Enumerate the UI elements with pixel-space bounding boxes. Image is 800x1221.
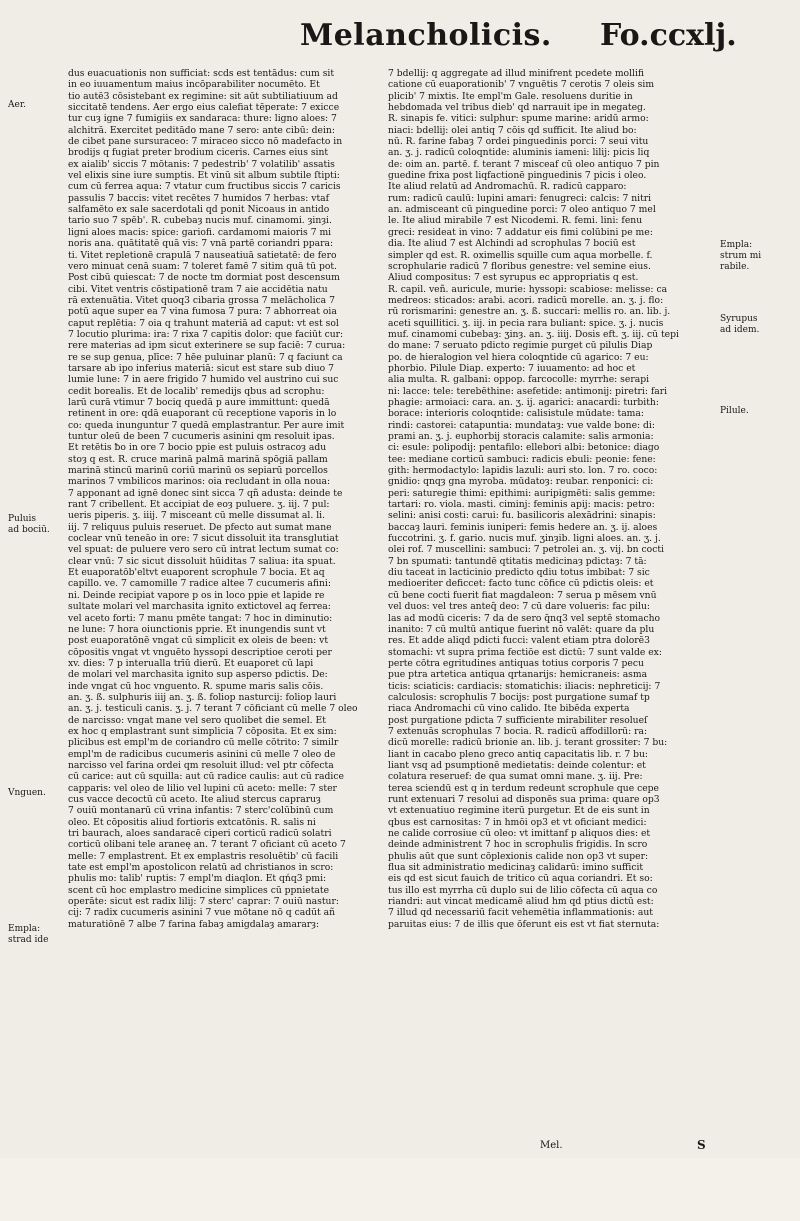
text-line: rindi: castorei: catapuntia: mundataȝ: vue valde bone: di: bbox=[388, 419, 655, 431]
text-line: iij. 7 reliquus puluis reseruet. De pfecto aut sumat mane bbox=[68, 521, 332, 533]
text-line: nū. R. farine fabaȝ 7 ordei pinguedinis porci: 7 seui vitu bbox=[388, 136, 649, 148]
text-line: an. admisceant cū pinguedine porci: 7 oleo antiquo 7 mel bbox=[388, 204, 656, 216]
text-line: medreos: sticados: arabi. acori. radicū morelle. an. ʒ. j. flo: bbox=[388, 294, 664, 306]
text-line: maturatiōnē 7 albe 7 farina fabaȝ amigdalaȝ amararȝ: bbox=[68, 918, 320, 930]
text-line: selini: anisi costi: carui: fu. basilicoris alexādrini: sinapis: bbox=[388, 510, 656, 522]
text-line: passulis 7 baccis: vitet recētes 7 humidos 7 herbas: vtaf bbox=[68, 192, 330, 204]
running-title: Melancholicis. bbox=[300, 18, 552, 53]
text-line: an. ʒ. j. radicū coloqntide: aluminis iameni: lilij: picis liq bbox=[388, 147, 650, 159]
text-line: larū curā vtimur 7 bociq quedā p aure immittunt: quedā bbox=[68, 396, 330, 408]
text-line: rere materias ad ipm sicut exterinere se sup faciē: 7 curua: bbox=[68, 340, 346, 352]
text-line: cij: 7 radix cucumeris asinini 7 vue mōtane nō q cadūt añ bbox=[68, 907, 336, 919]
text-line: prami an. ʒ. j. euphorbij storacis calamite: salis armonia: bbox=[388, 431, 654, 442]
text-line: capparis: vel oleo de lilio vel lupini cū aceto: melle: 7 ster bbox=[68, 782, 337, 794]
margin-note-line: strad ide bbox=[8, 935, 49, 945]
text-line: 7 illud qd necessariū facit vehemētia inflammationis: aut bbox=[388, 907, 653, 919]
margin-note-empla-left bbox=[8, 924, 68, 946]
text-line: rū rorismarini: genestre an. ʒ. ß. succari: mellis ro. an. lib. j. bbox=[388, 306, 671, 318]
text-line: dia. Ite aliud 7 est Alchindi ad scrophulas 7 bociū est bbox=[388, 238, 636, 250]
text-line: tur cuȝ igne 7 fumigiis ex sandaraca: thure: ligno aloes: 7 bbox=[68, 113, 337, 125]
text-line: cōpositis vngat vt vnguēto hyssopi descriptioe ceroti per bbox=[68, 646, 332, 658]
margin-note-line: Puluis bbox=[8, 514, 37, 524]
text-line: le. Ite aliud mirabile 7 est Nicodemi. R. femi. lini: fenu bbox=[388, 215, 643, 227]
text-line: melle: 7 emplastrent. Et ex emplastris resoluētib' cū facili bbox=[68, 850, 339, 862]
text-line: aceti squillitici. ʒ. iij. in pecia rara buliant: spice. ʒ. j. nucis bbox=[388, 317, 664, 329]
catchword: Mel. bbox=[540, 1140, 563, 1151]
text-line: inde vngat cū hoc vnguento. R. spume maris salis cōis. bbox=[68, 680, 324, 692]
text-line: de cibet pane sursuraceo: 7 miraceo sicco nō madefacto in bbox=[68, 136, 343, 148]
text-line: Et euaporatōb'eltvt euaporent scrophule 7 bocia. Et aq bbox=[68, 567, 325, 579]
text-line: Ite aliud relatū ad Andromachū. R. radicū capparo: bbox=[388, 181, 627, 193]
text-line: salfamēto ex sale sacerdotali qd ponit Nicoaus in antido bbox=[68, 204, 330, 216]
text-line: ligni aloes macis: spice: gariofi. cardamomi maioris 7 mi bbox=[68, 226, 332, 238]
text-line: sultate molari vel marchasita ignito extictovel aq ferrea: bbox=[68, 601, 331, 613]
text-line: operāte: sicut est radix lilij: 7 sterc' caprar: 7 ouiū nastur: bbox=[68, 896, 339, 908]
text-line: simpler qd est. R. oximellis squille cum aqua morbelle. f. bbox=[388, 249, 653, 261]
text-line: de molari vel marchasita ignito sup asperso pdictis. De: bbox=[68, 669, 328, 681]
text-line: phagie: armoiaci: cara. an. ʒ. ij. agarici: anacardi: turbith: bbox=[388, 396, 659, 408]
text-line: tate est empl'm apostolicon relatū ad christianos in scro: bbox=[68, 862, 334, 874]
text-line: alia multa. R. galbani: oppop. farcocolle: myrrhe: serapi bbox=[388, 374, 650, 386]
margin-note-line: strum mi bbox=[720, 251, 762, 261]
text-line: rant 7 cribellent. Et accipiat de eoȝ puluere. ʒ. iij. 7 pul: bbox=[68, 499, 330, 511]
text-line: in eo iuuamentum maius incōparabiliter nocumēto. Et bbox=[68, 79, 320, 91]
margin-note-syrupus bbox=[720, 314, 792, 336]
text-line: potū aque super ea 7 vina fumosa 7 pura: 7 abhorreat oia bbox=[68, 306, 337, 318]
text-line: empl'm de radicibus cucumeris asinini cū melle 7 oleo de bbox=[68, 748, 336, 760]
text-line: 7 ouiū montanarū cū vrina infantis: 7 sterc'colūbinū cum bbox=[68, 805, 334, 817]
text-line: lumie lune: 7 in aere frigido 7 humido vel austrino cui suc bbox=[68, 374, 339, 386]
text-line: 7 bn spumati: tantundē qtitatis medicinaȝ pdictaȝ: 7 tā: bbox=[388, 555, 647, 567]
text-line: R. capil. veñ. auricule, murie: hyssopi: scabiose: melisse: ca bbox=[388, 283, 668, 295]
text-line: 7 bdellij: q aggregate ad illud minifrent pcedete mollifi bbox=[388, 68, 645, 79]
text-line: ticis: sciaticis: cardiacis: stomatichis: iliacis: nephreticij: 7 bbox=[388, 680, 661, 692]
right-text-column bbox=[388, 68, 716, 1153]
text-line: an. ʒ. ß. sulphuris iiij an. ʒ. ß. foliop nasturcij: foliop lauri bbox=[68, 691, 337, 703]
text-line: liant vsq ad psumptionē medietatis: deinde colentur: et bbox=[388, 759, 646, 771]
text-line: riandri: aut vincat medicamē aliud hm qd ptius dictū est: bbox=[388, 896, 654, 908]
text-line: ci: esule: polipodij: pentafilo: ellebori albi: betonice: diago bbox=[388, 442, 660, 454]
page-bottom-margin bbox=[0, 1158, 800, 1221]
text-line: scrophularie radicū 7 floribus genestre: vel semine eius. bbox=[388, 260, 651, 272]
text-line: tri baurach, aloes sandaracē ciperi corticū radicū solatri bbox=[68, 828, 332, 840]
text-line: tus illo est myrrha cū duplo sui de lilio cōfecta cū aqua co bbox=[388, 884, 658, 896]
text-line: ni. Deinde recipiat vapore p os in loco ppie et lapide re bbox=[68, 589, 325, 601]
text-line: paruitas eius: 7 de illis que ōferunt eis est vt fiat sternuta: bbox=[388, 918, 660, 930]
text-line: Aliud compositus: 7 est syrupus ec appropriatis q est. bbox=[388, 272, 639, 284]
margin-note-pilule: Pilule. bbox=[720, 406, 749, 416]
text-line: Post cibū quiescat: 7 de nocte tm dormiat post descensum bbox=[68, 272, 340, 284]
text-line: tio autē3 cōsistebant ex regimine: sit aūt subtiliatiuum ad bbox=[68, 90, 338, 102]
text-line: 7 apponant ad ignē donec sint sicca 7 qñ adusta: deinde te bbox=[68, 487, 343, 499]
text-line: retinent in ore: qdā euaporant cū receptione vaporis in lo bbox=[68, 408, 337, 420]
text-line: riaca Andromachi cū vino calido. Ite bibēda experta bbox=[388, 703, 630, 715]
margin-note-pulvis bbox=[8, 514, 68, 536]
text-line: brodijs q fugiat preter brodium ciceris. Carnes eius sint bbox=[68, 147, 329, 159]
text-line: diu taceat in lacticinio predicto qdiu totus imbibat: 7 sic bbox=[388, 567, 650, 579]
text-line: cum cū ferrea aqua: 7 vtatur cum fructibus siccis 7 caricis bbox=[68, 181, 341, 193]
text-line: coclear vnū teneāo in ore: 7 sicut dissoluit ita transglutiat bbox=[68, 533, 339, 545]
text-line: baccaȝ lauri. feminis iuniperi: femis hedere an. ʒ. ij. aloes bbox=[388, 521, 658, 533]
text-line: stomachi: vt supra prima fectiōe est dictū: 7 sunt valde ex: bbox=[388, 646, 662, 658]
text-line: narcisso vel farina ordei qm resoluit illud: vel ptr cōfecta bbox=[68, 759, 334, 771]
text-line: plicib' 7 mixtis. Ite empl'm Gale. resoluens duritie in bbox=[388, 90, 633, 102]
text-line: 7 extenuās scrophulas 7 bocia. R. radicū affodillorū: ra: bbox=[388, 725, 648, 737]
text-line: ex aialib' siccis 7 mōtanis: 7 pedestrib' 7 volatilib' assatis bbox=[68, 158, 335, 170]
text-line: cū carice: aut cū squilla: aut cū radice caulis: aut cū radice bbox=[68, 771, 344, 783]
text-line: siccitatē tendens. Aer ergo eius calefiat tēperate: 7 exicce bbox=[68, 102, 340, 114]
text-line: colatura reseruef: de qua sumat omni mane. ʒ. iij. Pre: bbox=[388, 771, 643, 783]
text-line: post purgatione pdicta 7 sufficiente mirabiliter resolueſ bbox=[388, 714, 648, 726]
text-line: do mane: 7 seruato pdicto regimie purget cū pilulis Diap bbox=[388, 340, 653, 352]
text-line: peri: saturegie thimi: epithimi: auripigmēti: salis gemme: bbox=[388, 487, 656, 499]
text-line: vt extenuatiuo regimine iterū purgetur. Et de eis sunt in bbox=[388, 805, 650, 817]
text-line: marinā stincū marinū coriū marinū os sepiarū porcellos bbox=[68, 465, 328, 477]
text-line: las ad modū ciceris: 7 da de sero q̄nq3 vel septē stomacho bbox=[388, 612, 661, 624]
text-line: phulis aūt que sunt cōplexionis calide non op3 vt super: bbox=[388, 850, 649, 862]
text-line: stoȝ q est. R. cruce marinā palmā marinā spōgiā pallam bbox=[68, 453, 328, 465]
text-line: liant in cacabo pleno greco antiq capacitatis lib. r. 7 bu: bbox=[388, 748, 648, 760]
text-line: vel elixis sine iure sumptis. Et vinū sit album subtile ſtipti: bbox=[68, 170, 340, 182]
text-line: alchitrā. Exercitet peditādo mane 7 sero: ante cibū: dein: bbox=[68, 124, 335, 136]
text-line: calculosis: scrophulis 7 bocijs: post purgatione sumaf tp bbox=[388, 691, 650, 703]
text-line: ni: lacce: tele: terebēthine: asefetide: antimonij: piretri: fari bbox=[388, 385, 668, 397]
text-line: niaci: bdellij: olei antiq 7 cōis qd sufficit. Ite aliud bo: bbox=[388, 124, 637, 136]
text-line: catione cū euaporationib' 7 vnguētis 7 cerotis 7 oleis sim bbox=[388, 79, 655, 91]
text-line: dicū morelle: radicū brionie an. lib. j. terant grossiter: 7 bu: bbox=[388, 737, 668, 749]
text-line: post euaporatōnē vngat cū simplicit ex oleis de been: vt bbox=[68, 635, 329, 647]
left-text-column bbox=[68, 68, 386, 1153]
text-line: ti. Vitet repletionē crapulā 7 nauseatiuā satietatē: de fero bbox=[68, 249, 337, 261]
text-line: tartari: ro. viola. masti. ciminj: feminis apij: macis: petro: bbox=[388, 499, 655, 511]
folio-number: Fo.ccxlj. bbox=[600, 18, 737, 53]
text-line: guedine frixa post liqfactionē pinguedinis 7 picis i oleo. bbox=[388, 170, 647, 182]
text-line: clear vnū: 7 sic sicut dissoluit hūiditas 7 saliua: ita spuat. bbox=[68, 555, 336, 567]
text-line: res. Et adde aliqd pdicti fucci: valent etiam ptra dolorē3 bbox=[388, 635, 650, 647]
text-line: scent cū hoc emplastro medicine simplices cū ppnietate bbox=[68, 884, 330, 896]
text-line: cedit borealis. Et de localib' remedijs qbus ad scrophu: bbox=[68, 385, 325, 397]
text-line: corticū olibani tele araneę an. 7 terant 7 oficiant cū aceto 7 bbox=[68, 839, 346, 851]
text-line: xv. dies: 7 p interualla trīū dierū. Et euaporet cū lapi bbox=[68, 657, 314, 669]
margin-note-line: rabile. bbox=[720, 262, 750, 272]
text-line: tario suo 7 spēb'. R. cubebaȝ nucis muf. cinamomi. ȝinȝi. bbox=[68, 215, 332, 227]
text-line: terea sciendū est q in terdum redeunt scrophule que cepe bbox=[388, 782, 659, 794]
text-line: eis qd est sicut fauich de tritico cū aqua coriandri. Et so: bbox=[388, 873, 653, 885]
text-line: inanito: 7 cū multū antique fuerint nō valēt: quare da plu bbox=[388, 623, 655, 635]
text-line: vel duos: vel tres anteq̄ deo: 7 cū dare volueris: fac pilu: bbox=[388, 601, 651, 613]
text-line: vero minuat cenā suam: 7 toleret famē 7 sitim quā tū pot. bbox=[68, 260, 337, 272]
margin-note-line: Empla: bbox=[8, 924, 41, 934]
text-line: olei rof. 7 muscellini: sambuci: 7 petrolei an. ʒ. vij. bn cocti bbox=[388, 544, 664, 556]
text-line: runt extenuari 7 resolui ad disponēs sua prima: quare op3 bbox=[388, 794, 660, 805]
text-line: ueris piperis. ʒ. iiij. 7 misceant cū melle dissumat al. li. bbox=[68, 510, 325, 522]
margin-note-empla-right bbox=[720, 240, 792, 273]
text-line: flua sit administratio medicinaȝ calidarū: imino sufficit bbox=[388, 862, 644, 874]
text-line: ne calide corrosiue cū oleo: vt imittanf p aliquos dies: et bbox=[388, 828, 651, 840]
text-line: vel spuat: de puluere vero sero cū intrat lectum sumat co: bbox=[68, 544, 339, 556]
text-line: ex hoc q emplastrant sunt simplicia 7 cōposita. Et ex sim: bbox=[68, 725, 337, 737]
text-line: re se sup genua, plīce: 7 hēe puluinar planū: 7 q faciunt ca bbox=[68, 351, 343, 363]
text-line: plicibus est empl'm de coriandro cū melle cōtrito: 7 similr bbox=[68, 737, 339, 749]
text-line: R. sinapis fe. vitici: sulphur: spume marine: aridū armo: bbox=[388, 113, 649, 125]
text-line: Et retētis ƀo in ore 7 bocio ppie est puluis ostracoȝ adu bbox=[68, 442, 327, 454]
text-line: greci: resideat in vino: 7 addatur eis fimi colūbini pe me: bbox=[388, 226, 653, 238]
text-line: oleo. Et cōpositis aliud fortioris extcatōnis. R. salis ni bbox=[68, 816, 316, 828]
text-line: co: queda inunguntur 7 quedā emplastrantur. Per aure imit bbox=[68, 419, 345, 431]
text-line: borace: interioris coloqntide: calisistule mūdate: tama: bbox=[388, 408, 644, 420]
text-line: cibi. Vitet ventris cōstipationē tram 7 aie accidētia natu bbox=[68, 283, 328, 295]
text-line: rum: radicū caulū: lupini amari: fenugreci: calcis: 7 nitri bbox=[388, 192, 652, 204]
margin-note-line: Empla: bbox=[720, 240, 753, 250]
text-line: de: oim an. partē. f. terant 7 misceaf cū oleo antiquo 7 pin bbox=[388, 158, 660, 170]
text-line: perte cōtra egritudines antiquas totius corporis 7 pecu bbox=[388, 657, 644, 669]
text-line: qbus est carnositas: 7 in hmōi op3 et vt oficiant medici: bbox=[388, 816, 647, 828]
margin-note-aer: Aer. bbox=[8, 100, 26, 110]
text-line: pue ptra artetica antiqua qrtanarijs: hemicraneis: asma bbox=[388, 669, 648, 681]
text-line: medioeriter deficcet: facto tunc cōfice cū pdictis oleis: et bbox=[388, 578, 654, 590]
text-line: gith: hermodactylo: lapidis lazuli: auri sto. lon. 7 ro. coco: bbox=[388, 465, 658, 477]
text-line: ne lune: 7 hora oiunctionis pprie. Et inungendis sunt vt bbox=[68, 623, 326, 635]
text-line: tuntur oleū de been 7 cucumeris asinini qm resoluit ipas. bbox=[68, 431, 335, 442]
margin-note-line: Syrupus bbox=[720, 314, 758, 324]
text-line: marinos 7 vmbilicos marinos: oia recludant in olla noua: bbox=[68, 476, 331, 488]
margin-note-unguen: Vnguen. bbox=[8, 788, 46, 798]
text-line: 7 locutio plurima: ira: 7 rixa 7 capitis dolor: que faciūt cur: bbox=[68, 328, 344, 340]
text-line: hebdomada vel tribus dieb' qd narrauit ipe in megateg. bbox=[388, 102, 646, 114]
text-line: tarsare ab ipo inferius materiā: sicut est stare sub diuo 7 bbox=[68, 362, 334, 374]
text-line: phorbio. Pilule Diap. experto: 7 iuuamento: ad hoc et bbox=[388, 362, 636, 374]
text-line: muf. cinamomi cubebaȝ: ʒinȝ. an. ʒ. iiij. Dosis eft. ʒ. iij. cū tepi bbox=[388, 328, 679, 340]
text-line: fuccotrini. ʒ. f. gario. nucis muf. ʒinȝib. ligni aloes. an. ʒ. j. bbox=[388, 533, 661, 545]
text-line: dus euacuationis non sufficiat: scds est tentādus: cum sit bbox=[68, 68, 335, 79]
text-line: phulis mo: talib' ruptis: 7 empl'm diaqlon. Et qńq3 pmi: bbox=[68, 873, 327, 885]
text-line: rā extenuātia. Vitet quoq3 cibaria grossa 7 melācholica 7 bbox=[68, 294, 335, 306]
text-line: tee: mediane corticū sambuci: radicis ebuli: peonie: fene: bbox=[388, 453, 656, 465]
text-line: gnidio: qnqȝ gna myroba. mūdatoȝ: reubar. renponici: ci: bbox=[388, 476, 654, 488]
signature-mark: S bbox=[697, 1138, 706, 1152]
margin-note-line: ad idem. bbox=[720, 325, 760, 335]
text-line: po. de hieralogion vel hiera coloqntide cū agarico: 7 eu: bbox=[388, 351, 649, 363]
text-line: de narcisso: vngat mane vel sero quolibet die semel. Et bbox=[68, 714, 326, 726]
text-line: an. ʒ. j. testiculi canis. ʒ. j. 7 terant 7 cōficiant cū melle 7 oleo bbox=[68, 703, 358, 715]
text-line: capillo. ve. 7 camomille 7 radice altee 7 cucumeris afini: bbox=[68, 578, 331, 590]
text-line: noris ana. quātitatē quā vis: 7 vnā partē coriandri ppara: bbox=[68, 238, 334, 250]
text-line: cus vacce decoctū cū aceto. Ite aliud stercus capraruȝ bbox=[68, 794, 321, 805]
text-line: deinde administrent 7 hoc in scrophulis frigidis. In scro bbox=[388, 839, 648, 851]
text-line: vel aceto forti: 7 manu pmēte tangat: 7 hoc in diminutio: bbox=[68, 612, 333, 624]
text-line: caput replētia: 7 oia q trahunt materiā ad caput: vt est sol bbox=[68, 317, 339, 329]
margin-note-line: ad bociū. bbox=[8, 525, 50, 535]
text-line: cū bene cocti fuerit fiat magdaleon: 7 serua p mēsem vnū bbox=[388, 589, 657, 601]
